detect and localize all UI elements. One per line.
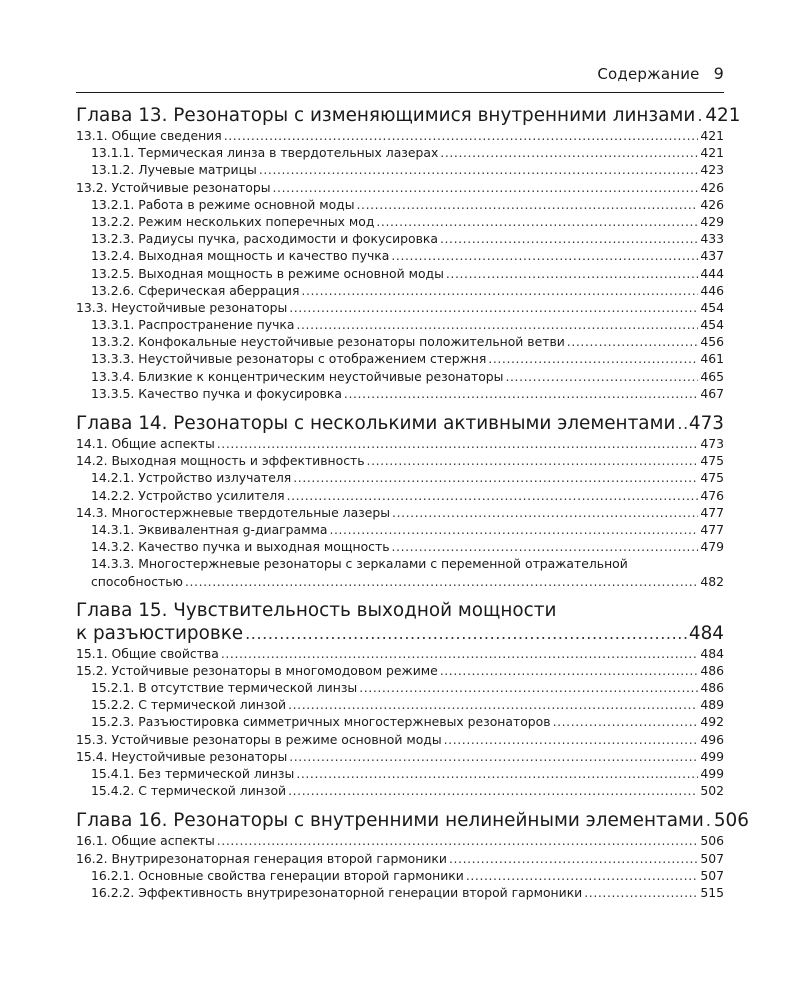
toc-entry-text: 13.2. Устойчивые резонаторы xyxy=(76,179,271,195)
leader-dots xyxy=(446,265,698,282)
toc-subsection xyxy=(76,385,724,402)
toc-entry-text: 15.2.1. В отсутствие термической линзы xyxy=(91,680,358,696)
toc-entry-page: 426 xyxy=(700,196,724,212)
toc-subsection xyxy=(76,196,724,213)
leader-dots xyxy=(357,196,699,213)
toc-entry-text: 15.1. Общие свойства xyxy=(76,645,219,661)
leader-dots xyxy=(217,832,699,849)
leader-dots xyxy=(245,622,687,645)
leader-dots xyxy=(567,333,699,350)
running-header xyxy=(76,62,724,86)
toc-section xyxy=(76,127,724,144)
toc-entry-page: 437 xyxy=(700,248,724,264)
running-header-title: Содержание xyxy=(597,65,700,83)
leader-dots xyxy=(329,521,698,538)
toc-subsection xyxy=(76,782,724,799)
toc-entry-page: 502 xyxy=(700,783,724,799)
toc-section xyxy=(76,299,724,316)
toc-entry-page: 486 xyxy=(700,680,724,696)
toc-entry-page: 477 xyxy=(700,521,724,537)
toc-entry-text: 13.3.2. Конфокальные неустойчивые резонаторы положительной ветви xyxy=(91,334,565,350)
leader-dots xyxy=(367,452,699,469)
toc-subsection xyxy=(76,333,724,350)
chapter-16 xyxy=(76,809,749,901)
leader-dots xyxy=(553,713,699,730)
toc-entry-page: 482 xyxy=(700,573,724,589)
leader-dots xyxy=(296,765,698,782)
toc-entry-page: 461 xyxy=(700,351,724,367)
toc-entry-page: 507 xyxy=(700,850,724,866)
toc-entry-text: 13.1.1. Термическая линза в твердотельных лазерах xyxy=(91,145,439,161)
chapter-title: Глава 16. Резонаторы с внутренними нелинейными элементами xyxy=(76,810,704,832)
leader-dots xyxy=(273,179,699,196)
toc-entry-page: 479 xyxy=(700,539,724,555)
toc-subsection xyxy=(76,765,724,782)
chapter-title: Глава 15. Чувствительность выходной мощности xyxy=(76,599,557,621)
leader-dots xyxy=(391,247,698,264)
toc-entry-text: 15.2.2. С термической линзой xyxy=(91,697,287,713)
toc-entry-page: 475 xyxy=(700,470,724,486)
leader-dots xyxy=(488,350,698,367)
chapter-page: 421 xyxy=(705,105,741,126)
toc-entry-text: 14.3. Многостержневые твердотельные лазеры xyxy=(76,504,391,520)
leader-dots xyxy=(287,487,699,504)
leader-dots xyxy=(584,884,698,901)
toc-entry-page: 446 xyxy=(700,282,724,298)
toc-entry-text: 13.2.1. Работа в режиме основной моды xyxy=(91,196,355,212)
toc-subsection xyxy=(76,696,724,713)
toc-entry-page: 489 xyxy=(700,697,724,713)
leader-dots xyxy=(444,731,699,748)
toc-entry-page: 507 xyxy=(700,867,724,883)
toc-section xyxy=(76,179,724,196)
toc-entry-text: 13.2.3. Радиусы пучка, расходимости и фокусировка xyxy=(91,231,438,247)
toc-entry-text: 16.2. Внутрирезонаторная генерация второй гармоники xyxy=(76,850,447,866)
toc-entry-page: 492 xyxy=(700,714,724,730)
leader-dots xyxy=(224,127,699,144)
toc-subsection xyxy=(76,247,724,264)
leader-dots xyxy=(440,662,699,679)
toc-entry-text: 13.2.4. Выходная мощность и качество пучка xyxy=(91,248,390,264)
toc-entry-page: 475 xyxy=(700,453,724,469)
leader-dots xyxy=(440,144,698,161)
chapter-heading xyxy=(76,412,724,435)
toc-subsection xyxy=(76,884,724,901)
toc-entry-page: 433 xyxy=(700,231,724,247)
toc-entry-page: 429 xyxy=(700,213,724,229)
toc-entry-page: 444 xyxy=(700,265,724,281)
toc-subsection xyxy=(76,213,724,230)
entry-list xyxy=(76,127,724,402)
toc-entry-page: 506 xyxy=(700,833,724,849)
toc-entry-text: 14.2. Выходная мощность и эффективность xyxy=(76,453,365,469)
toc-section xyxy=(76,452,724,469)
toc-subsection xyxy=(76,161,724,178)
toc-entry-text: 14.1. Общие аспекты xyxy=(76,436,215,451)
toc-entry-page: 484 xyxy=(700,645,724,661)
leader-dots xyxy=(376,213,698,230)
toc-entry-text: 16.1. Общие аспекты xyxy=(76,833,215,849)
leader-dots xyxy=(440,230,698,247)
toc-subsection xyxy=(76,368,724,385)
chapter-14 xyxy=(76,412,724,590)
toc-entry-page: 499 xyxy=(700,766,724,781)
chapter-page: 484 xyxy=(688,622,724,644)
entry-list xyxy=(76,832,724,901)
toc-entry-page: 421 xyxy=(700,145,724,161)
toc-entry-page: 426 xyxy=(700,179,724,195)
toc-subsection xyxy=(76,573,724,590)
toc-entry-page: 454 xyxy=(700,299,724,315)
toc-entry-text: 13.3.5. Качество пучка и фокусировка xyxy=(91,385,342,401)
leader-dots xyxy=(677,412,686,435)
toc-entry-text: 13.3.1. Распространение пучка xyxy=(91,317,295,333)
toc-entry-page: 467 xyxy=(700,385,724,401)
toc-subsection xyxy=(76,538,724,555)
table-of-contents xyxy=(76,104,749,901)
leader-dots xyxy=(392,538,699,555)
toc-entry-text: 14.3.2. Качество пучка и выходная мощность xyxy=(91,539,390,555)
toc-entry-page: 454 xyxy=(700,317,724,333)
leader-dots xyxy=(289,299,698,316)
toc-section xyxy=(76,645,724,662)
toc-entry-page: 477 xyxy=(700,504,724,520)
toc-subsection xyxy=(76,316,724,333)
toc-entry-text: 13.3.3. Неустойчивые резонаторы с отображением стержня xyxy=(91,351,487,367)
toc-entry-text: 15.4.1. Без термической линзы xyxy=(91,766,295,781)
toc-subsection xyxy=(76,867,724,884)
toc-subsection xyxy=(76,350,724,367)
entry-list xyxy=(76,645,724,800)
leader-dots xyxy=(697,104,703,127)
leader-dots xyxy=(359,679,698,696)
toc-subsection xyxy=(76,679,724,696)
toc-entry-page: 423 xyxy=(700,162,724,178)
toc-entry-text: 14.2.2. Устройство усилителя xyxy=(91,487,285,503)
chapter-heading xyxy=(76,622,724,645)
page-number: 9 xyxy=(713,64,724,83)
toc-entry-page: 486 xyxy=(700,662,724,678)
toc-section xyxy=(76,731,724,748)
toc-entry-text: 13.2.2. Режим нескольких поперечных мод xyxy=(91,213,375,229)
toc-entry-page: 515 xyxy=(700,884,724,900)
toc-entry-text: 14.3.3. Многостержневые резонаторы с зеркалами с переменной отражательной xyxy=(91,556,628,572)
toc-subsection xyxy=(76,487,724,504)
leader-dots xyxy=(221,645,699,662)
toc-entry-text: 13.2.5. Выходная мощность в режиме основной моды xyxy=(91,265,444,281)
toc-subsection xyxy=(76,265,724,282)
toc-section xyxy=(76,504,724,521)
chapter-page: 506 xyxy=(713,810,749,832)
toc-entry-text: 13.3.4. Близкие к концентрическим неустойчивые резонаторы xyxy=(91,368,504,384)
toc-entry-text: 15.2.3. Разъюстировка симметричных многостержневых резонаторов xyxy=(91,714,551,730)
chapter-title: Глава 13. Резонаторы с изменяющимися внутренними линзами xyxy=(76,105,696,126)
toc-entry-text: 13.2.6. Сферическая аберрация xyxy=(91,282,300,298)
toc-entry-page: 456 xyxy=(700,334,724,350)
toc-entry-text-continuation: способностью xyxy=(91,573,183,589)
chapter-15 xyxy=(76,600,724,800)
chapter-page: 473 xyxy=(688,413,724,434)
toc-entry-text: 15.2. Устойчивые резонаторы в многомодовом режиме xyxy=(76,662,438,678)
leader-dots xyxy=(288,782,698,799)
leader-dots xyxy=(288,696,698,713)
toc-section xyxy=(76,662,724,679)
toc-section xyxy=(76,832,724,849)
leader-dots xyxy=(217,435,699,452)
toc-entry-text: 16.2.1. Основные свойства генерации второй гармоники xyxy=(91,867,464,883)
toc-entry-text: 14.3.1. Эквивалентная g-диаграмма xyxy=(91,521,328,537)
toc-section xyxy=(76,850,724,867)
toc-entry-text: 13.1. Общие сведения xyxy=(76,128,222,143)
toc-entry-text: 16.2.2. Эффективность внутрирезонаторной генерации второй гармоники xyxy=(91,884,583,900)
toc-entry-page: 496 xyxy=(700,731,724,747)
toc-subsection xyxy=(76,521,724,538)
leader-dots xyxy=(185,573,698,590)
entry-list xyxy=(76,435,724,590)
chapter-title-continuation: к разъюстировке xyxy=(76,622,244,644)
toc-subsection xyxy=(76,230,724,247)
leader-dots xyxy=(344,385,698,402)
toc-entry-text: 15.3. Устойчивые резонаторы в режиме основной моды xyxy=(76,731,442,747)
header-rule xyxy=(76,92,724,93)
toc-entry-text: 15.4. Неустойчивые резонаторы xyxy=(76,748,288,764)
leader-dots xyxy=(296,316,698,333)
leader-dots xyxy=(706,809,712,832)
toc-entry-page: 421 xyxy=(700,128,724,143)
chapter-13 xyxy=(76,104,741,402)
toc-section xyxy=(76,435,724,452)
leader-dots xyxy=(301,282,698,299)
leader-dots xyxy=(289,748,698,765)
leader-dots xyxy=(392,504,698,521)
chapter-heading xyxy=(76,104,741,127)
toc-subsection xyxy=(76,144,724,161)
toc-entry-page: 473 xyxy=(700,436,724,451)
leader-dots xyxy=(505,368,698,385)
leader-dots xyxy=(259,161,699,178)
toc-subsection xyxy=(76,282,724,299)
toc-entry-page: 476 xyxy=(700,487,724,503)
toc-entry-text: 13.1.2. Лучевые матрицы xyxy=(91,162,257,178)
toc-section xyxy=(76,748,724,765)
toc-entry-text: 15.4.2. С термической линзой xyxy=(91,783,287,799)
toc-subsection xyxy=(76,469,724,486)
leader-dots xyxy=(293,469,698,486)
leader-dots xyxy=(449,850,698,867)
leader-dots xyxy=(466,867,699,884)
toc-subsection xyxy=(76,713,724,730)
toc-entry-text: 14.2.1. Устройство излучателя xyxy=(91,470,292,486)
toc-entry-text: 13.3. Неустойчивые резонаторы xyxy=(76,299,288,315)
chapter-heading xyxy=(76,809,749,832)
chapter-title: Глава 14. Резонаторы с несколькими активными элементами xyxy=(76,413,676,434)
toc-entry-page: 465 xyxy=(700,368,724,384)
toc-entry-page: 499 xyxy=(700,748,724,764)
